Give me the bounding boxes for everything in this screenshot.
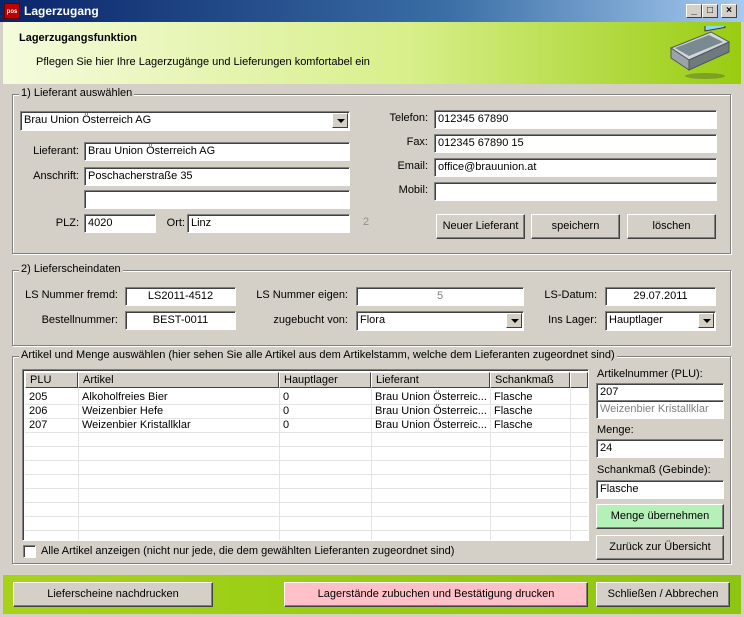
main-panel <box>3 84 741 575</box>
cell-plu: 206 <box>29 405 48 417</box>
ls-own-field: 5 <box>356 287 524 306</box>
address-line2-field[interactable] <box>84 190 350 209</box>
grid-line <box>25 488 588 489</box>
fax-field[interactable]: 012345 67890 15 <box>434 134 717 153</box>
header-banner <box>3 22 741 84</box>
ls-foreign-field[interactable]: LS2011-4512 <box>125 287 236 306</box>
cell-article: Weizenbier Hefe <box>82 405 164 417</box>
supplier-id-hint: 2 <box>363 216 370 228</box>
show-all-articles-label: Alle Artikel anzeigen (nicht nur jede, die dem gewählten Lieferanten zugeordnet sind) <box>41 545 455 557</box>
table-header <box>25 372 588 388</box>
grid-line <box>25 474 588 475</box>
email-field[interactable]: office@brauunion.at <box>434 158 717 177</box>
email-label: Email: <box>397 160 428 172</box>
grid-line <box>25 446 588 447</box>
city-field[interactable]: Linz <box>187 214 350 233</box>
ls-date-field[interactable]: 29.07.2011 <box>605 287 716 306</box>
order-number-field[interactable]: BEST-0011 <box>125 311 236 330</box>
order-number-label: Bestellnummer: <box>41 314 118 326</box>
quantity-field[interactable]: 24 <box>596 439 724 458</box>
ls-own-label: LS Nummer eigen: <box>256 289 348 301</box>
maximize-button[interactable]: □ <box>702 4 718 18</box>
book-stock-and-print-button[interactable]: Lagerstände zubuchen und Bestätigung drucken <box>284 582 588 607</box>
delivery-group-label: 2) Lieferscheindaten <box>21 263 121 275</box>
supplier-name-label: Lieferant: <box>33 145 79 157</box>
delivery-group <box>12 263 731 346</box>
cell-plu: 207 <box>29 419 48 431</box>
chevron-down-icon[interactable] <box>698 313 714 328</box>
address-label: Anschrift: <box>33 170 79 182</box>
cell-unit: Flasche <box>494 419 533 431</box>
cell-supplier: Brau Union Österreic... <box>375 405 487 417</box>
mobile-field[interactable] <box>434 182 717 201</box>
cash-register-icon <box>665 26 733 80</box>
ls-date-label: LS-Datum: <box>544 289 597 301</box>
column-header-filler <box>570 372 588 388</box>
grid-line <box>25 432 588 433</box>
cell-article: Weizenbier Kristallklar <box>82 419 191 431</box>
unit-field[interactable]: Flasche <box>596 480 724 499</box>
to-stock-label: Ins Lager: <box>548 314 597 326</box>
back-to-overview-button[interactable]: Zurück zur Übersicht <box>596 535 724 560</box>
article-name-field: Weizenbier Kristallklar <box>596 400 724 419</box>
articles-table[interactable] <box>22 369 589 541</box>
plu-field[interactable]: 207 <box>596 383 724 402</box>
unit-label: Schankmaß (Gebinde): <box>597 464 711 476</box>
booked-by-select[interactable]: Flora <box>356 311 524 331</box>
table-row[interactable] <box>25 390 588 404</box>
address-line1-field[interactable]: Poschacherstraße 35 <box>84 167 350 186</box>
cell-unit: Flasche <box>494 391 533 403</box>
header-title: Lagerzugangsfunktion <box>19 32 137 44</box>
cell-plu: 205 <box>29 391 48 403</box>
phone-field[interactable]: 012345 67890 <box>434 110 717 129</box>
cell-stock: 0 <box>283 391 290 403</box>
window-title: Lagerzugang <box>24 4 99 18</box>
cell-unit: Flasche <box>494 405 533 417</box>
quantity-label: Menge: <box>597 424 634 436</box>
close-cancel-button[interactable]: Schließen / Abbrechen <box>596 582 730 607</box>
save-supplier-button[interactable]: speichern <box>531 214 620 239</box>
app-icon: pos <box>4 3 20 19</box>
chevron-down-icon[interactable] <box>506 313 522 328</box>
supplier-select[interactable]: Brau Union Österreich AG <box>20 111 350 131</box>
cell-article: Alkoholfreies Bier <box>82 391 168 403</box>
ls-foreign-label: LS Nummer fremd: <box>25 289 118 301</box>
table-row[interactable] <box>25 418 588 432</box>
articles-group-label: Artikel und Menge auswählen (hier sehen Sie alle Artikel aus dem Artikelstamm, welche dem Lieferanten zugeordnet sind) <box>21 349 615 361</box>
column-header-unit[interactable]: Schankmaß <box>490 372 570 388</box>
zip-field[interactable]: 4020 <box>84 214 156 233</box>
grid-line <box>25 460 588 461</box>
reprint-delivery-notes-button[interactable]: Lieferscheine nachdrucken <box>13 582 213 607</box>
fax-label: Fax: <box>406 136 428 148</box>
booked-by-label: zugebucht von: <box>273 314 348 326</box>
plu-label: Artikelnummer (PLU): <box>597 368 703 380</box>
show-all-articles-checkbox[interactable] <box>23 545 36 558</box>
to-stock-select[interactable]: Hauptlager <box>605 311 716 331</box>
header-subtitle: Pflegen Sie hier Ihre Lagerzugänge und Lieferungen komfortabel ein <box>36 56 370 68</box>
cell-stock: 0 <box>283 405 290 417</box>
zip-label: PLZ: <box>55 217 79 229</box>
mobile-label: Mobil: <box>398 184 428 196</box>
new-supplier-button[interactable]: Neuer Lieferant <box>436 214 525 239</box>
close-window-button[interactable]: × <box>721 4 737 18</box>
cell-stock: 0 <box>283 419 290 431</box>
city-label: Ort: <box>166 217 185 229</box>
title-bar <box>0 0 744 22</box>
grid-line <box>25 502 588 503</box>
column-header-plu[interactable]: PLU <box>25 372 78 388</box>
cell-supplier: Brau Union Österreic... <box>375 391 487 403</box>
table-row[interactable] <box>25 404 588 418</box>
supplier-name-field[interactable]: Brau Union Österreich AG <box>84 142 350 161</box>
delete-supplier-button[interactable]: löschen <box>627 214 716 239</box>
grid-line <box>25 516 588 517</box>
column-header-article[interactable]: Artikel <box>78 372 279 388</box>
chevron-down-icon[interactable] <box>332 113 348 128</box>
footer-bar <box>3 575 741 614</box>
supplier-group-label: 1) Lieferant auswählen <box>21 87 133 99</box>
minimize-button[interactable]: _ <box>686 4 702 18</box>
cell-supplier: Brau Union Österreic... <box>375 419 487 431</box>
apply-quantity-button[interactable]: Menge übernehmen <box>596 504 724 529</box>
column-header-stock[interactable]: Hauptlager <box>279 372 371 388</box>
grid-line <box>25 530 588 531</box>
column-header-supplier[interactable]: Lieferant <box>371 372 490 388</box>
phone-label: Telefon: <box>389 112 428 124</box>
